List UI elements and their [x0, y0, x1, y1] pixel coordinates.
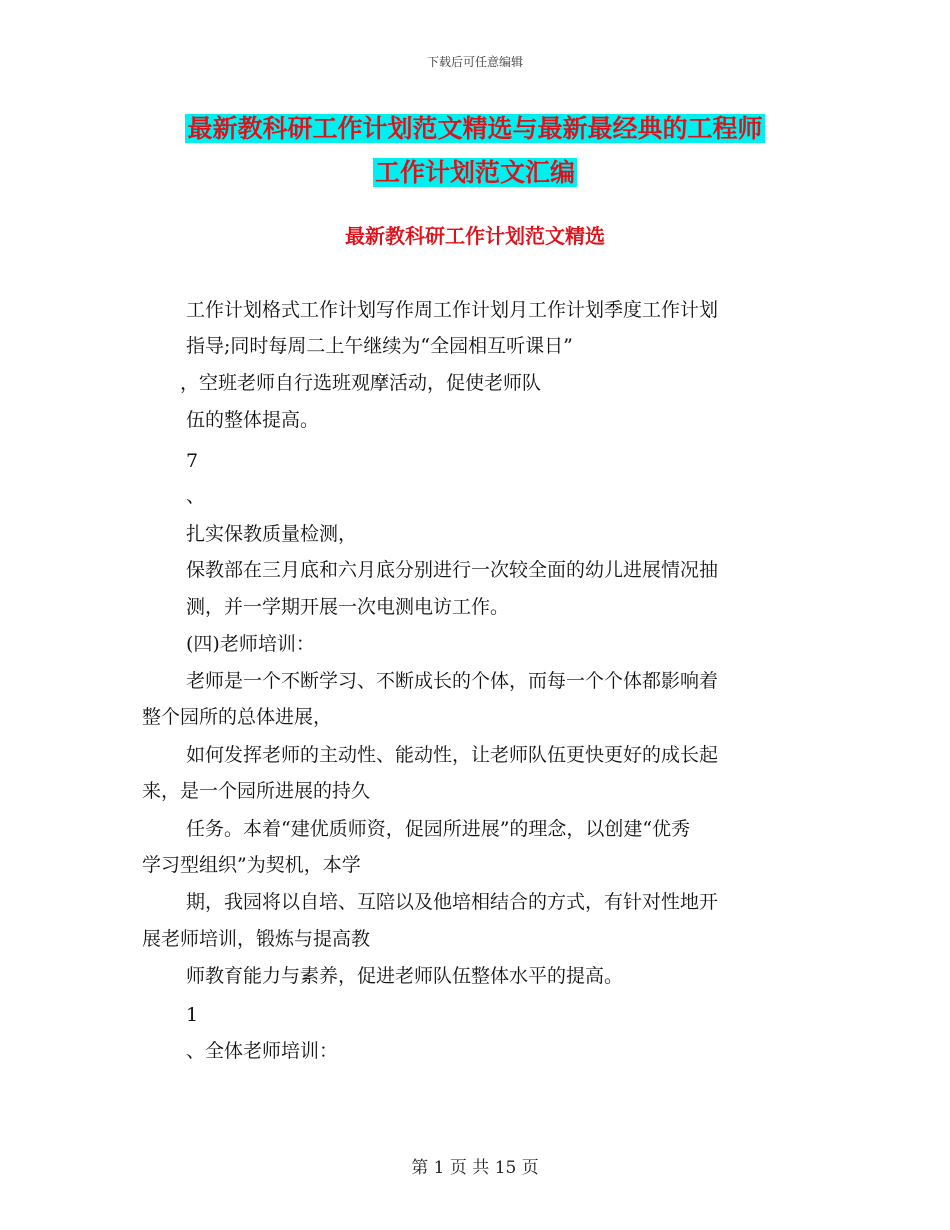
body-line: 1 [186, 1004, 199, 1026]
body-line: 展老师培训，锻炼与提高教 [142, 928, 371, 950]
body-line: 如何发挥老师的主动性、能动性，让老师队伍更快更好的成长起 [186, 744, 719, 766]
body-line: 扎实保教质量检测， [186, 523, 358, 545]
body-line: 工作计划格式工作计划写作周工作计划月工作计划季度工作计划 [186, 299, 719, 321]
body-line: 期，我园将以自培、互陪以及他培相结合的方式，有针对性地开 [186, 891, 719, 913]
section-title: 最新教科研工作计划范文精选 [345, 224, 605, 248]
body-line: 伍的整体提高。 [186, 409, 320, 431]
document-title-line-1 [0, 112, 950, 146]
body-line: 、 [186, 485, 206, 507]
body-line: 来，是一个园所进展的持久 [142, 780, 371, 802]
document-title-line-2 [0, 156, 950, 190]
body-line: 7 [186, 450, 199, 472]
body-line: ，空班老师自行选班观摩活动，促使老师队 [180, 372, 542, 394]
body-line: 老师是一个不断学习、不断成长的个体，而每一个个体都影响着 [186, 670, 719, 692]
body-line: 测，并一学期开展一次电测电访工作。 [186, 596, 510, 618]
body-line: 师教育能力与素养，促进老师队伍整体水平的提高。 [186, 965, 624, 987]
body-line: 整个园所的总体进展， [142, 706, 333, 728]
page-header-note: 下载后可任意编辑 [426, 55, 523, 69]
body-line: 任务。本着“建优质师资，促园所进展”的理念，以创建“优秀 [186, 818, 691, 840]
document-title-text-2: 工作计划范文汇编 [374, 158, 575, 187]
body-line: 、全体老师培训： [186, 1040, 339, 1062]
document-title-text-1: 最新教科研工作计划范文精选与最新最经典的工程师 [187, 114, 763, 143]
body-line: 学习型组织”为契机，本学 [142, 854, 361, 876]
body-line: 保教部在三月底和六月底分别进行一次较全面的幼儿进展情况抽 [186, 559, 719, 581]
page-footer: 第 1 页 共 15 页 [411, 1158, 539, 1178]
body-line: (四)老师培训： [186, 633, 315, 655]
body-line: 指导;同时每周二上午继续为“全园相互听课日” [186, 335, 573, 357]
